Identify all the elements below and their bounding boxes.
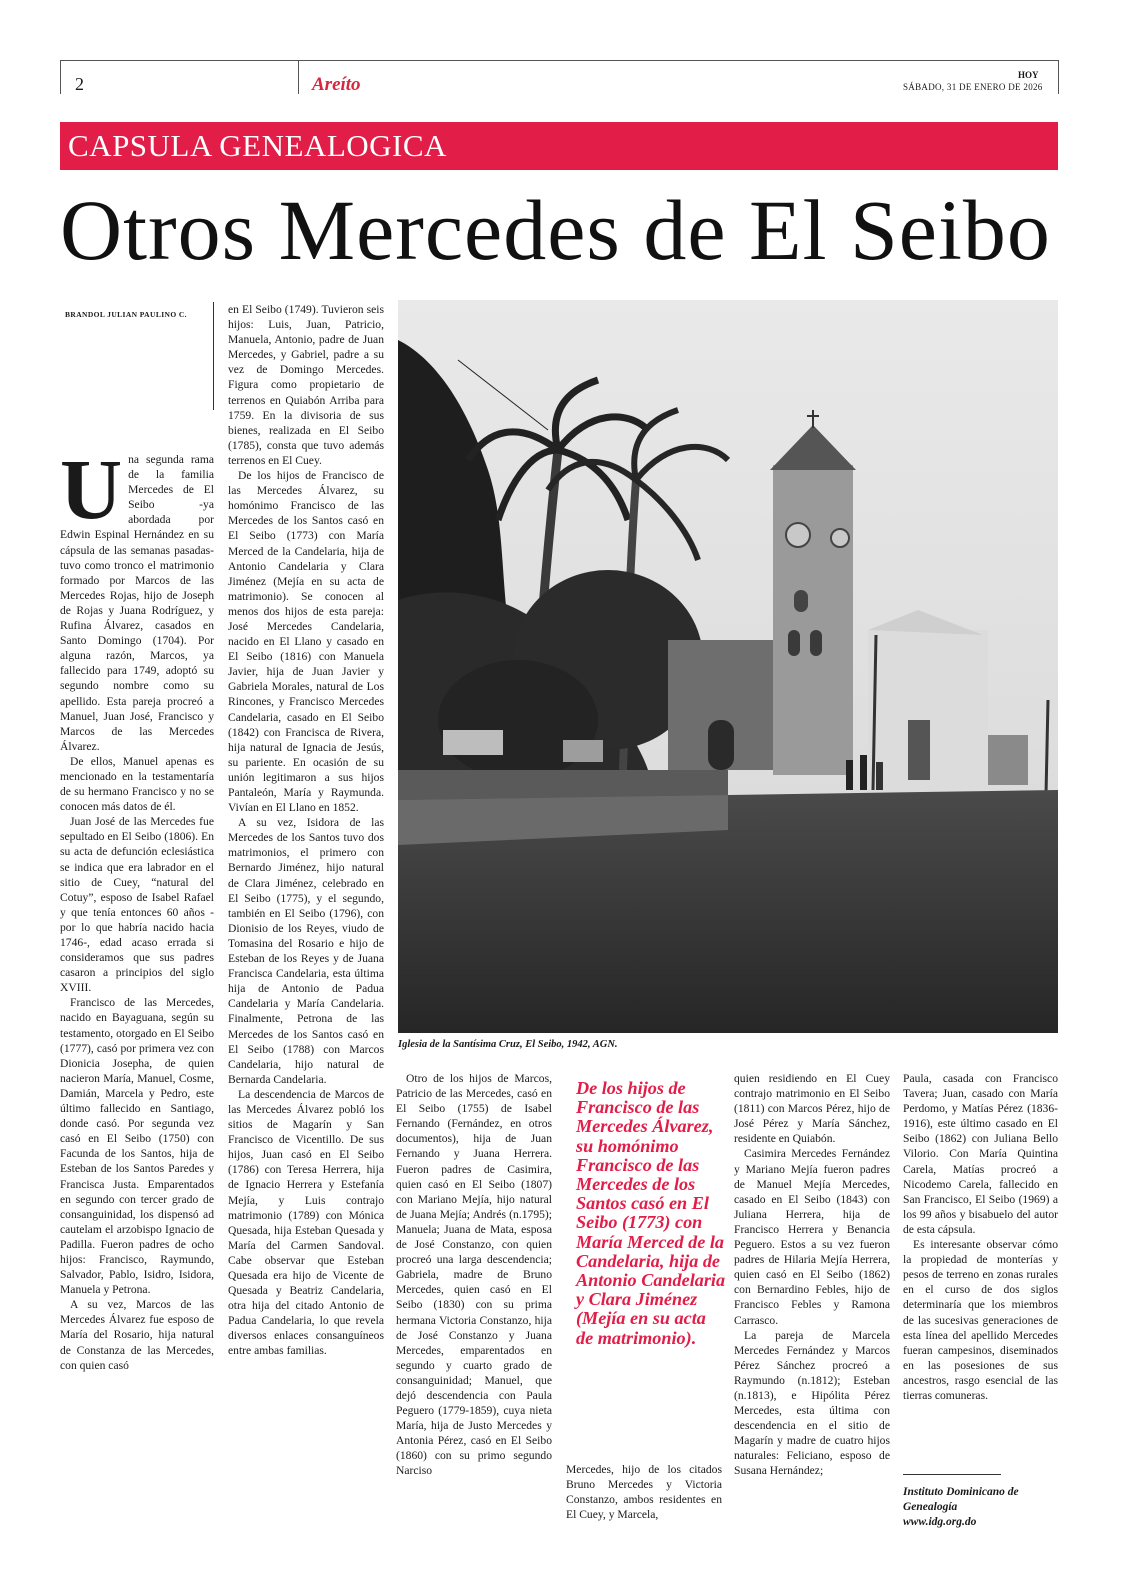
article-column-5	[734, 1071, 890, 1479]
headline: Otros Mercedes de El Seibo	[60, 182, 1051, 278]
paragraph: Casimira Mercedes Fernández y Mariano Mejía fueron padres de Manuel Mejía Mercedes, casado en El Seibo (1843) con Juliana Herrera, hija de Francisco Herrera y Benancia Peguero. Estos a su vez fueron padres de Hilaria Mejía Herrera, quien casó en El Seibo (1862) con Bernardino Febles, hijo de Francisco Febles y Ramona Carrasco.	[734, 1147, 890, 1327]
article-column-2	[228, 302, 384, 1359]
page-number: 2	[75, 74, 84, 94]
paragraph: quien residiendo en El Cuey contrajo matrimonio en El Seibo (1811) con Marcos Pérez, hijo de José Pérez y María Sánchez, residente en Quiabón.	[734, 1072, 890, 1146]
pull-quote: De los hijos de Francisco de las Mercedes Álvarez, su homónimo Francisco de las Mercedes de los Santos casó en El Seibo (1773) con María Merced de la Candelaria, hija de Antonio Candelaria y Clara Jiménez (Mejía en su acta de matrimonio).	[576, 1078, 726, 1348]
byline: BRANDOL JULIAN PAULINO C.	[65, 310, 187, 319]
drop-cap: U	[60, 441, 123, 537]
church-photo	[398, 300, 1058, 1033]
paragraph: na segunda rama de la familia Mercedes de El Seibo -ya abordada por Edwin Espinal Hernández en su cápsula de las semanas pasadas- tuvo como tronco el matrimonio formado por Marcos de las Mercedes Rojas, hijo de Joseph de Rojas y Juana Rodríguez, y Rufina Álvarez, casados en Santo Domingo (1704). Por alguna razón, Marcos, ya fallecido para 1749, adoptó su segundo nombre como su apellido. Esta pareja procreó a Manuel, Juan José, Francisco y Marcos de las Mercedes Álvarez.	[60, 453, 214, 753]
credit-rule	[903, 1474, 1001, 1475]
photo-caption: Iglesia de la Santísima Cruz, El Seibo, 1942, AGN.	[398, 1039, 618, 1050]
paragraph: en El Seibo (1749). Tuvieron seis hijos: Luis, Juan, Patricio, Manuela, Antonio, padre de Juan Mercedes, y Gabriel, padre a su vez de Domingo Mercedes. Figura como propietario de terrenos en Quiabón Arriba para 1759. En la divisoria de sus bienes, realizada en El Seibo (1785), consta que tuvo además terrenos en El Cuey.	[228, 303, 384, 467]
paragraph: De los hijos de Francisco de las Mercedes Álvarez, su homónimo Francisco de las Mercedes de los Santos casó en El Seibo (1773) con María Merced de la Candelaria, hija de Antonio Candelaria y Clara Jiménez (Mejía en su acta de matrimonio). Se conocen al menos dos hijos de esta pareja: José Mercedes Candelaria, nacido en El Llano y casado en El Seibo (1816) con Manuela Javier, hija de Juan Javier y Gabriela Morales, natural de Los Rincones, y Francisco Mercedes Candelaria, casado en El Seibo (1842) con Francisca de Rivera, hija natural de Ignacia de Jesús, su pariente. En ocasión de su unión legitimaron a sus hijos Pantaleón, María y Raymunda. Vivían en El Llano en 1852.	[228, 469, 384, 815]
paragraph: Paula, casada con Francisco Tavera; Juan, casado con María Perdomo, y Matías Pérez (1836-1916), este último casado en El Seibo (1862) con Juliana Bello Vilorio. Con María Quintina Carela, Matías procreó a Nicodemo Carela, fallecido en San Francisco, El Seibo (1969) a los 99 años y bisabuelo del autor de esta cápsula.	[903, 1072, 1058, 1236]
section-band-label: CAPSULA GENEALOGICA	[68, 128, 447, 163]
paragraph: Otro de los hijos de Marcos, Patricio de las Mercedes, casó en El Seibo (1755) de Isabel Fernando (Fernández, en otros documentos), hija de Juan Fernando y Juana Herrera. Fueron padres de Casimira, quien casó en El Seibo (1807) con Mariano Mejía, hijo natural de Juana Mejía; Andrés (n.1795); Manuela; Juana de Mata, esposa de José Constanzo, con quien procreó una larga descendencia; Gabriela, madre de Bruno Mercedes, quien casó en El Seibo (1830) con su prima hermana Victoria Constanzo, hija de José Constanzo y Juana Mercedes, emparentados en segundo y cuarto grado de consanguinidad; Manuel, que dejó descendencia con Paula Peguero (1779-1859), cuya nieta María, hija de Justo Mercedes y Antonia Pérez, casó en El Seibo (1860) con su primo segundo Narciso	[396, 1072, 552, 1478]
header-divider	[298, 60, 299, 94]
photo-illustration	[398, 300, 1058, 1033]
paragraph: Es interesante observar cómo la propiedad de monterías y pesos de terreno en zonas rurales en el curso de dos siglos determinaría que los miembros de las sucesivas generaciones de esta línea del apellido Mercedes fueran campesinos, diseminados en las posesiones de sus ancestros, rasgo esencial de las tierras comuneras.	[903, 1238, 1058, 1402]
article-column-1	[60, 441, 214, 1373]
article-column-6	[903, 1071, 1058, 1403]
paragraph: Mercedes, hijo de los citados Bruno Mercedes y Victoria Constanzo, ambos residentes en El Cuey, y Marcela,	[566, 1463, 722, 1522]
article-column-3	[396, 1071, 552, 1479]
newspaper-name: HOY	[1018, 70, 1039, 80]
credit-institute-cont: Genealogía	[903, 1501, 958, 1513]
header-divider	[60, 60, 61, 94]
paragraph: A su vez, Isidora de las Mercedes de los Santos tuvo dos matrimonios, el primero con Bernardo Jiménez, hijo natural de Clara Jiménez, celebrado en El Seibo (1775), y el segundo, también en El Seibo (1796), con Dionisio de los Reyes, viudo de Tomasina del Rosario e hijo de Esteban de los Reyes y de Juana Francisca Candelaria, esta última hija de Antonio de Padua Candelaria y María Candelaria. Finalmente, Petrona de las Mercedes de los Santos casó en El Seibo (1788) con Marcos Candelaria, hijo natural de Bernarda Candelaria.	[228, 816, 384, 1086]
author-credit	[903, 1485, 1063, 1530]
header-rule	[60, 60, 1058, 61]
paragraph: A su vez, Marcos de las Mercedes Álvarez fue esposo de María del Rosario, hija natural de Constanza de las Mercedes, con quien casó	[60, 1298, 214, 1372]
credit-url[interactable]: www.idg.org.do	[903, 1516, 977, 1528]
paragraph: De ellos, Manuel apenas es mencionado en la testamentaría de su hermano Francisco y no se conocen más datos de él.	[60, 754, 214, 814]
paragraph: La pareja de Marcela Mercedes Fernández y Marcos Pérez Sánchez procreó a Raymundo (n.1812); Esteban (n.1813), e Hipólita Pérez Mercedes, esta última con descendencia en el sitio de Magarín y madre de cuatro hijos naturales: Feliciano, esposo de Susana Hernández;	[734, 1328, 890, 1478]
paragraph: La descendencia de Marcos de las Mercedes Álvarez pobló los sitios de Magarín y San Francisco de Vicentillo. De sus hijos, Juan casó en El Seibo (1786) con Teresa Herrera, hija de Ignacio Herrera y Estefanía Mejía, y Luis contrajo matrimonio (1789) con Mónica Quesada, hija Esteban Quesada y María del Carmen Sandoval. Cabe observar que Esteban Quesada era hijo de Vicente de Quesada y Beatriz Candelaria, otra hija del citado Antonio de Padua Candelaria, lo que revela diversos enlaces consanguíneos entre ambas familias.	[228, 1087, 384, 1358]
paragraph: Francisco de las Mercedes, nacido en Bayaguana, según su testamento, otorgado en El Seibo (1777), casó por primera vez con Dionicia Josepha, de quien nacieron María, Manuel, Cosme, Damián, Marcela y Pedro, este último fallecido en Santiago, donde casó. Por segunda vez casó en El Seibo (1750) con Facunda de los Santos, hija de Esteban de los Santos Paredes y Francisca Justa. Emparentados en segundo con tercer grado de consanguinidad, los dispensó ad cautelam el arzobispo Ignacio de Padilla. Fueron padres de ocho hijos: Francisco, Raymundo, Salvador, Pablo, Isidro, Isidora, Manuela y Petrona.	[60, 996, 214, 1297]
publication-date: SÁBADO, 31 DE ENERO DE 2026	[903, 82, 1043, 92]
credit-institute: Instituto Dominicano de	[903, 1486, 1019, 1498]
header-divider	[1058, 60, 1059, 94]
article-column-4	[566, 1462, 722, 1522]
section-name: Areíto	[312, 74, 361, 95]
paragraph: Juan José de las Mercedes fue sepultado en El Seibo (1806). En su acta de defunción eclesiástica se indica que era labrador en el sitio de Cuey, “natural del Cotuy”, esposo de Isabel Rafael y que tenía entonces 60 años -por lo que habría nacido hacia 1746-, edad acaso errada si consideramos que sus padres casaron a principios del siglo XVIII.	[60, 815, 214, 995]
byline-rule	[213, 302, 214, 410]
